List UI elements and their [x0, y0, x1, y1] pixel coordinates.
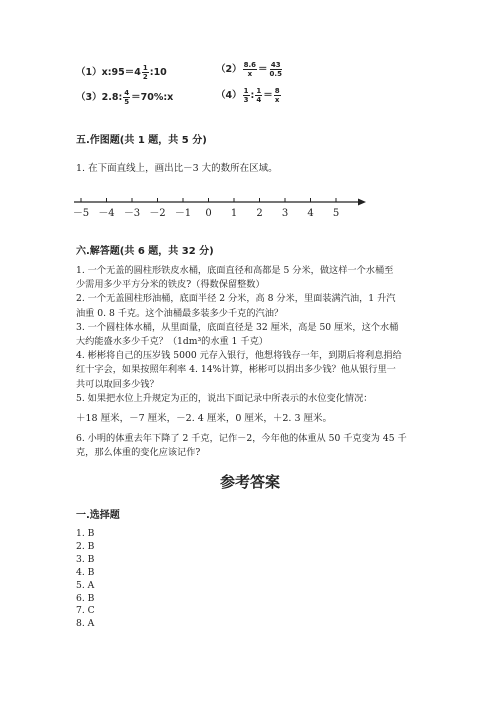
list-item: 3. B: [76, 553, 95, 565]
list-item: 4. B: [76, 566, 95, 578]
page-title: 参考答案: [219, 473, 280, 491]
section-heading: 一.选择题: [76, 510, 120, 521]
number-line-label: －4: [98, 208, 115, 219]
equation-label: （1）: [76, 67, 102, 78]
question-text: ＋18 厘米，－7 厘米，－2. 4 厘米，0 厘米，＋2. 3 厘米。: [76, 413, 333, 424]
list-item: 7. C: [76, 605, 95, 617]
arrow-icon: [358, 199, 366, 206]
list-item: 1. B: [76, 528, 95, 539]
question-text: 6. 小明的体重去年下降了 2 千克，记作－2，今年他的体重从 50 千克变为 45 千 克，那么体重的变化应该记作?: [76, 433, 407, 459]
list-item: 5. A: [76, 579, 95, 591]
equation-text: ＝70%:x: [131, 92, 174, 103]
equation-4: （4） $\frac{1}{3}$ : $\frac{1}{4}$ ＝ $\frac{8}{x}$: [216, 87, 280, 104]
number-line-label: －3: [123, 208, 141, 219]
equation-2: （2） $\frac{8.6}{x}$ ＝ $\frac{43}{0.5}$: [216, 61, 282, 78]
equation-label: （3）: [76, 92, 102, 103]
fraction: $\frac{1}{4}$: [256, 87, 262, 104]
list-item: 8. A: [76, 618, 95, 630]
list-item: 6. B: [76, 592, 95, 604]
equation-text: :10: [149, 67, 167, 78]
fraction: $\frac{43}{0.5}$: [269, 61, 282, 78]
fraction: $\frac{1}{3}$: [243, 87, 249, 104]
fraction: $\frac{4}{5}$: [124, 89, 130, 106]
number-line-label: －2: [149, 208, 166, 219]
section-heading: 六.解答题(共 6 题，共 32 分): [76, 246, 214, 257]
equation-3: [76, 89, 173, 106]
number-line-label: 0: [205, 208, 212, 219]
list-item: 2. B: [76, 540, 95, 552]
equation-label: （4）: [216, 90, 242, 101]
question-list: 1. 一个无盖的圆柱形铁皮水桶，底面直径和高都是 5 分米，做这样一个水桶至 少需用多少平方分米的铁皮?（得数保留整数） 2. 一个无盖圆柱形油桶，底面半径 2 分米，高 8 分米，里面装满汽油，1 升汽 油重 0. 8 千克。这个油桶最多装多少千克的汽油？ 3. 一个圆柱体水桶，从里面量，底面直径是 32 厘米，高是 50 厘米，这个水桶 大约能盛水多少千克？（1dm³的水重 1 千克） 4. 彬彬将自己的压岁钱 5000 元存入银行，他想将钱存一年，到期后将利息捐给 红十字会，如果按照年利率 4. 14%计算，彬彬可以捐出多少钱？他从银行里一 共可以取回多少钱？ 5. 如果把水位上升规定为正的，说出下面记录中所表示的水位变化情况：: [76, 265, 402, 404]
number-line-label: 3: [281, 208, 289, 219]
question-text: 1. 在下面直线上，画出比－3 大的数所在区域。: [76, 163, 278, 174]
number-line-label: －5: [72, 208, 90, 219]
answer-list: [76, 528, 95, 631]
number-line-label: 2: [256, 208, 263, 219]
fraction: $\frac{8.6}{x}$: [243, 61, 257, 78]
fraction: $\frac{8}{x}$: [274, 87, 280, 104]
section-heading: 五.作图题(共 1 题，共 5 分): [76, 135, 207, 146]
number-line: [72, 196, 368, 222]
equation-1: [76, 64, 167, 81]
number-line-label: 1: [230, 208, 238, 219]
equation-text: x:95＝4: [101, 67, 141, 78]
fraction: $\frac{1}{2}$: [142, 64, 148, 81]
number-line-label: 4: [307, 208, 314, 219]
number-line-label: －1: [174, 208, 192, 219]
number-line-label: 5: [332, 208, 340, 219]
equation-text: 2.8:: [101, 92, 123, 103]
equation-label: （2）: [216, 64, 242, 75]
